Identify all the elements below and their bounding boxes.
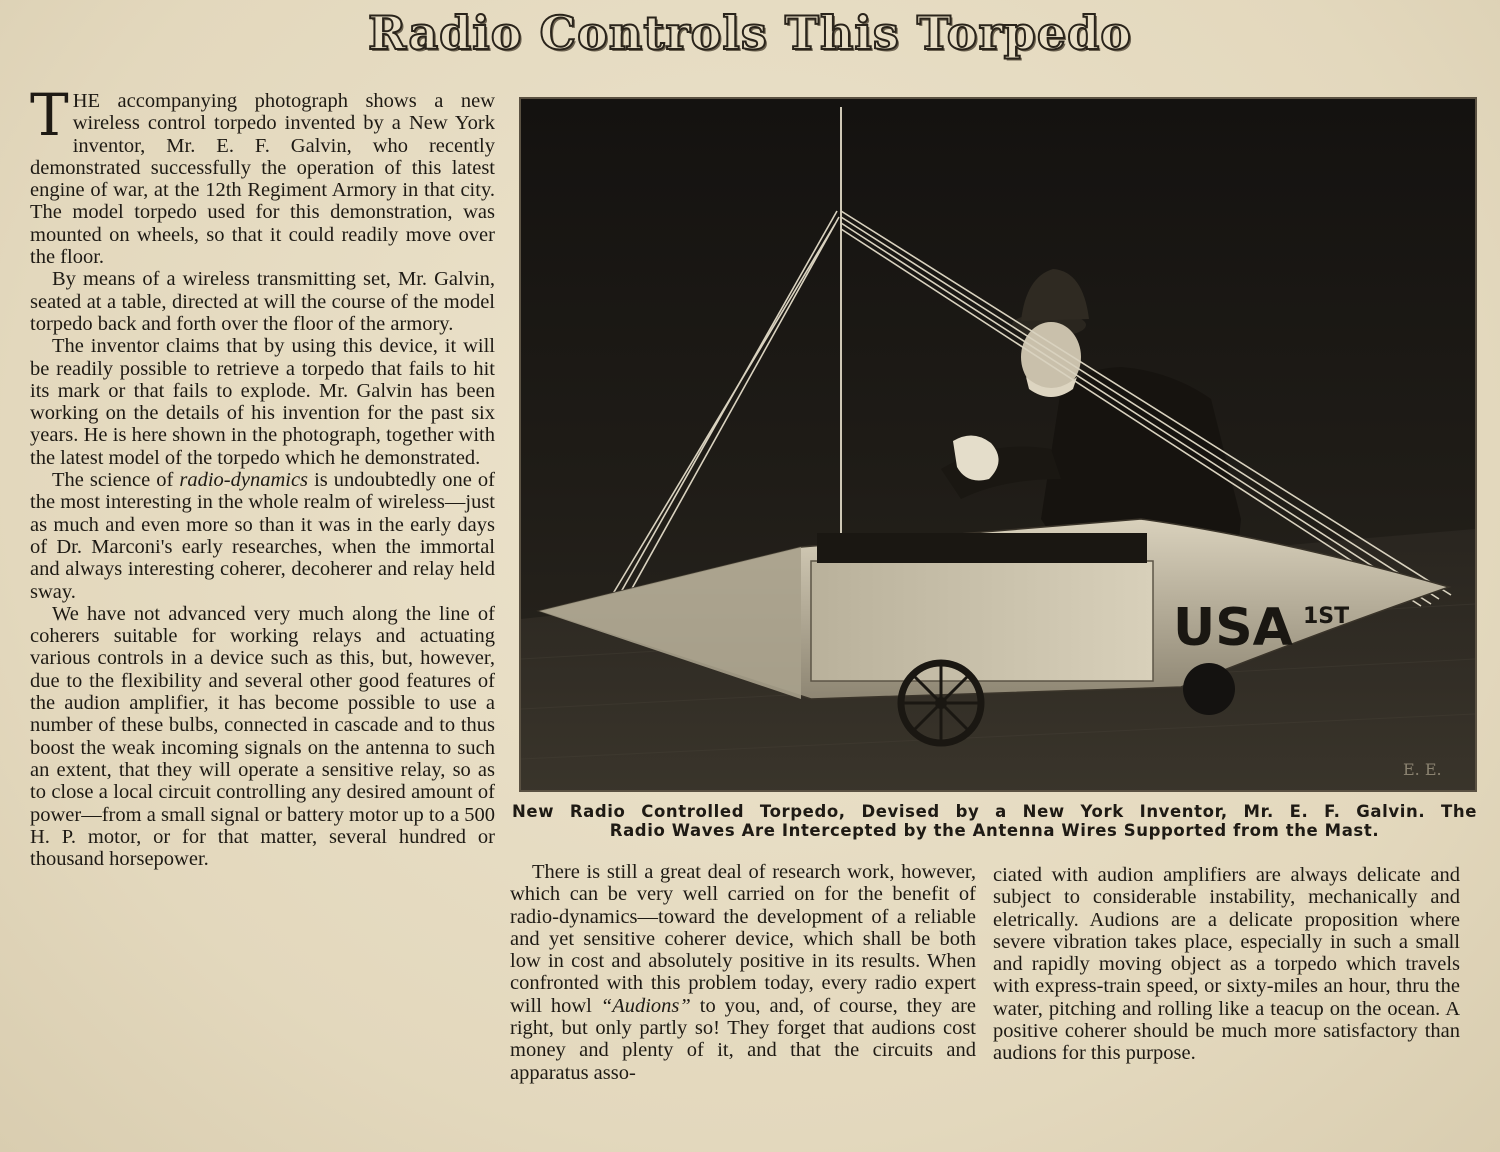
middle-paragraph [510, 861, 976, 1084]
paragraph-1-text: HE accompanying photograph shows a new wireless control torpedo invented by a New York inventor, Mr. E. F. Galvin, who recently demonstrated successfully the operation of this latest engine of war, at the 12th Regiment Armory in that city. The model torpedo used for this demonstration, was mounted on wheels, so that it could readily move over the floor. [30, 90, 495, 269]
caption-line-1: New Radio Controlled Torpedo, Devised by a New York Inventor, Mr. E. F. Galvin. The [512, 802, 1477, 821]
paragraph-4-text-a: The science of [52, 469, 180, 492]
hull-superscript: 1ST [1303, 604, 1350, 629]
torpedo-wheel [901, 663, 981, 743]
middle-paragraph-text-a: There is still a great deal of research work, however, which can be very well carried on for the benefit of radio-dynamics—toward the development of a reliable and yet sensitive coherer device, which shall be both low in cost and absolutely positive in its results. When confronted with this problem today, every radio expert will howl [510, 861, 976, 1017]
paragraph-5: We have not advanced very much along the line of coherers suitable for working relays and actuating various controls in a device such as this, but, however, due to the flexibility and several other good features of the audion amplifier, it has become possible to use a number of these bulbs, connected in cascade and to thus boost the weak incoming signals on the antenna to such an extent, that they will operate a sensitive relay, so as to close a local circuit controlling any desired amount of power—from a small signal or battery motor up to a 500 H. P. motor, or for that matter, several hundred or thousand horsepower. [30, 602, 495, 871]
paragraph-3: The inventor claims that by using this device, it will be readily possible to retrieve a torpedo that fails to hit its mark or that fails to explode. Mr. Galvin has been working on the details of his invention for the past six years. He is here shown in the photograph, together with the latest model of the torpedo which he demonstrated. [30, 335, 495, 469]
paragraph-4-text-b: is undoubtedly one of the most interesting in the whole realm of wireless—just as much and even more so than it was in the early days of Dr. Marconi's early researches, when the immortal and always interesting coherer, decoherer and relay held sway. [30, 469, 495, 603]
middle-paragraph-emphasis: “Audions” [600, 994, 691, 1017]
paragraph-2: By means of a wireless transmitting set, Mr. Galvin, seated at a table, directed at will the course of the model torpedo back and forth over the floor of the armory. [30, 268, 495, 335]
torpedo-photograph [519, 97, 1477, 792]
drop-cap: T [30, 81, 69, 149]
photo-caption [512, 802, 1477, 840]
middle-paragraph-text-b: to you, and, of course, they are right, but only partly so! They forget that audions cost money and plenty of it, and that the circuits and apparatus asso- [510, 994, 976, 1084]
hull-lettering: USA [1173, 598, 1293, 658]
paragraph-1 [30, 81, 495, 269]
right-column [993, 864, 1460, 1065]
paragraph-4 [30, 469, 495, 603]
right-paragraph: ciated with audion amplifiers are always delicate and subject to considerable instability, mechanically and eletrically. Audions are a delicate proposition where severe vibration takes place, especially in such a small and rapidly moving object as a torpedo which travels with express-train speed, or sixty-miles an hour, thru the water, pitching and rolling like a teacup on the ocean. A positive coherer should be much more satisfactory than audions for this purpose. [993, 864, 1460, 1065]
caption-line-2: Radio Waves Are Intercepted by the Antenna Wires Supported from the Mast. [609, 821, 1380, 840]
middle-column [510, 861, 976, 1084]
photo-illustration [521, 99, 1475, 790]
article-title: Radio Controls This Torpedo [368, 6, 1132, 60]
photographer-mark: E. E. [1403, 760, 1442, 779]
left-column [30, 81, 495, 871]
paragraph-4-emphasis: radio-dynamics [179, 469, 309, 492]
